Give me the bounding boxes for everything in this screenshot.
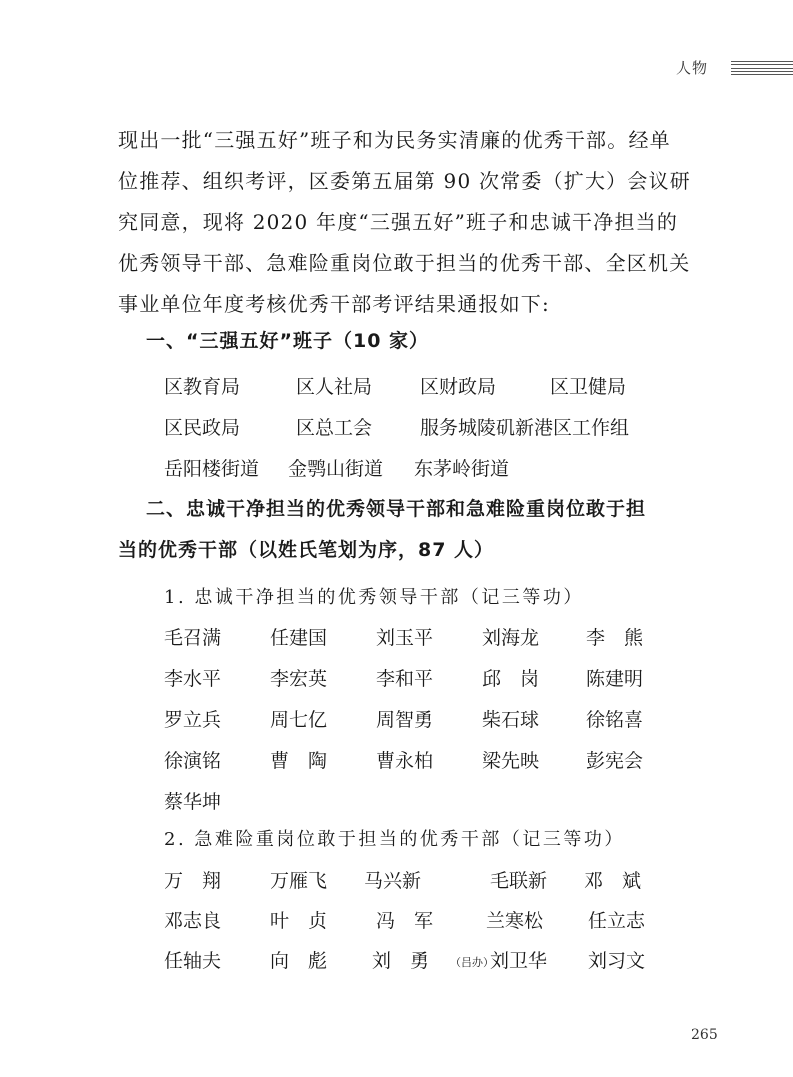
- person-name: 曹永柏: [376, 750, 434, 772]
- section2-heading: [118, 489, 647, 571]
- person-name: 刘海龙: [482, 627, 540, 649]
- intro-line: 现出一批“三强五好”班子和为民务实清廉的优秀干部。经单: [118, 128, 671, 152]
- person-name: 李水平: [164, 668, 222, 690]
- unit-name: 区教育局: [164, 376, 241, 398]
- person-name: 冯 军: [376, 910, 434, 932]
- section2-heading-line: 二、忠诚干净担当的优秀领导干部和急难险重岗位敢于担: [146, 498, 647, 520]
- person-name: 曹 陶: [270, 750, 328, 772]
- intro-line: 事业单位年度考核优秀干部考评结果通报如下:: [118, 292, 550, 316]
- person-name: 周七亿: [270, 709, 328, 731]
- header-section-label: 人物: [676, 59, 709, 77]
- person-name: 李和平: [376, 668, 434, 690]
- section1-heading: 一、“三强五好”班子（10 家）: [146, 330, 430, 352]
- person-name: 毛联新: [490, 870, 548, 892]
- person-name: 罗立兵: [164, 709, 222, 731]
- unit-name: 金鹗山街道: [288, 458, 384, 480]
- person-name: 刘卫华: [490, 950, 548, 972]
- header-decorative-rule: [731, 61, 793, 75]
- intro-line: 优秀领导干部、急难险重岗位敢于担当的优秀干部、全区机关: [118, 251, 691, 275]
- person-name: 李宏英: [270, 668, 328, 690]
- unit-name: 服务城陵矶新港区工作组: [420, 417, 630, 439]
- page-number: 265: [691, 1027, 718, 1043]
- person-name: 任建国: [270, 627, 328, 649]
- person-name: 邱 岗: [482, 668, 540, 690]
- person-name: 向 彪: [270, 950, 328, 972]
- unit-name: 区财政局: [420, 376, 497, 398]
- part2-heading: 2. 急难险重岗位敢于担当的优秀干部（记三等功）: [164, 829, 625, 850]
- person-name: 任立志: [588, 910, 646, 932]
- person-name: 邓 斌: [584, 870, 642, 892]
- intro-line: 位推荐、组织考评，区委第五届第 90 次常委（扩大）会议研: [118, 169, 691, 193]
- person-name: 周智勇: [376, 709, 434, 731]
- unit-name: 岳阳楼街道: [164, 458, 260, 480]
- unit-name: 区总工会: [296, 417, 373, 439]
- intro-paragraph: [118, 120, 691, 325]
- person-name: 刘玉平: [376, 627, 434, 649]
- person-name: 刘习文: [588, 950, 646, 972]
- section2-heading-line: 当的优秀干部（以姓氏笔划为序，87 人）: [118, 539, 495, 561]
- person-name: 李 熊: [586, 627, 644, 649]
- person-name: 万 翔: [164, 870, 222, 892]
- person-name: 兰寒松: [486, 910, 544, 932]
- person-name: 马兴新: [364, 870, 422, 892]
- person-name: 蔡华坤: [164, 791, 222, 813]
- person-name: 陈建明: [586, 668, 644, 690]
- unit-name: 区民政局: [164, 417, 241, 439]
- affiliation-note: （吕办）: [450, 956, 494, 969]
- person-name: 毛召满: [164, 627, 222, 649]
- person-name: 徐铭喜: [586, 709, 644, 731]
- intro-line: 究同意，现将 2020 年度“三强五好”班子和忠诚干净担当的: [118, 210, 679, 234]
- person-name: 柴石球: [482, 709, 540, 731]
- person-name: 邓志良: [164, 910, 222, 932]
- person-name: 徐演铭: [164, 750, 222, 772]
- unit-name: 东茅岭街道: [414, 458, 510, 480]
- unit-name: 区卫健局: [550, 376, 627, 398]
- part1-heading: 1. 忠诚干净担当的优秀领导干部（记三等功）: [164, 587, 584, 608]
- person-name: 刘 勇: [372, 950, 430, 972]
- person-name: 叶 贞: [270, 910, 328, 932]
- person-name: 万雁飞: [270, 870, 328, 892]
- unit-name: 区人社局: [296, 376, 373, 398]
- person-name: 梁先映: [482, 750, 540, 772]
- person-name: 彭宪会: [586, 750, 644, 772]
- person-name: 任轴夫: [164, 950, 222, 972]
